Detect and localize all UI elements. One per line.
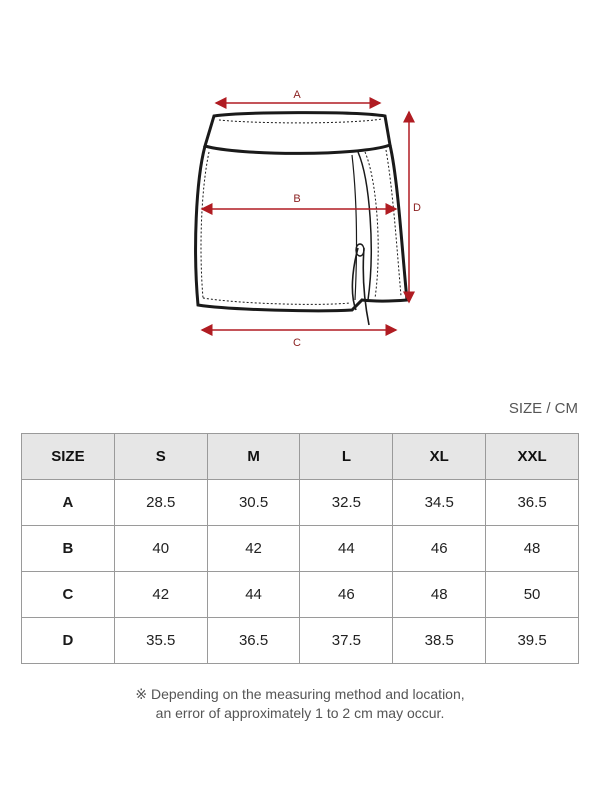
- table-cell: 28.5: [114, 480, 207, 526]
- row-label: B: [22, 526, 115, 572]
- row-label: D: [22, 618, 115, 664]
- size-table: [21, 433, 579, 664]
- table-cell: 42: [114, 572, 207, 618]
- table-cell: 48: [486, 526, 579, 572]
- table-row: [22, 480, 579, 526]
- dimension-b: [202, 193, 396, 209]
- table-cell: 30.5: [207, 480, 300, 526]
- table-cell: 42: [207, 526, 300, 572]
- header-cell: SIZE: [22, 434, 115, 480]
- table-cell: 40: [114, 526, 207, 572]
- table-cell: 36.5: [207, 618, 300, 664]
- table-cell: 37.5: [300, 618, 393, 664]
- table-cell: 39.5: [486, 618, 579, 664]
- table-cell: 34.5: [393, 480, 486, 526]
- header-cell: XXL: [486, 434, 579, 480]
- row-label: A: [22, 480, 115, 526]
- dimension-a: [216, 89, 380, 103]
- row-label: C: [22, 572, 115, 618]
- table-row: [22, 526, 579, 572]
- skirt-measurement-diagram: [0, 0, 600, 380]
- measurement-note: [0, 685, 600, 723]
- table-cell: 50: [486, 572, 579, 618]
- table-cell: 48: [393, 572, 486, 618]
- table-cell: 44: [300, 526, 393, 572]
- table-cell: 32.5: [300, 480, 393, 526]
- table-cell: 46: [393, 526, 486, 572]
- header-cell: M: [207, 434, 300, 480]
- table-cell: 46: [300, 572, 393, 618]
- dimension-d-label: D: [413, 202, 421, 214]
- header-cell: S: [114, 434, 207, 480]
- skirt-outline: [196, 113, 407, 325]
- table-cell: 36.5: [486, 480, 579, 526]
- table-row: [22, 618, 579, 664]
- dimension-d: [409, 112, 421, 302]
- note-line-1: ※ Depending on the measuring method and location,: [135, 686, 465, 702]
- unit-label: SIZE / CM: [508, 400, 578, 417]
- table-cell: 44: [207, 572, 300, 618]
- dimension-c-label: C: [293, 337, 301, 349]
- table-header-row: [22, 434, 579, 480]
- table-cell: 38.5: [393, 618, 486, 664]
- note-line-2: an error of approximately 1 to 2 cm may occur.: [155, 705, 445, 721]
- dimension-c: [202, 330, 396, 349]
- header-cell: L: [300, 434, 393, 480]
- dimension-a-label: A: [293, 89, 301, 101]
- header-cell: XL: [393, 434, 486, 480]
- dimension-b-label: B: [293, 193, 301, 205]
- table-row: [22, 572, 579, 618]
- table-cell: 35.5: [114, 618, 207, 664]
